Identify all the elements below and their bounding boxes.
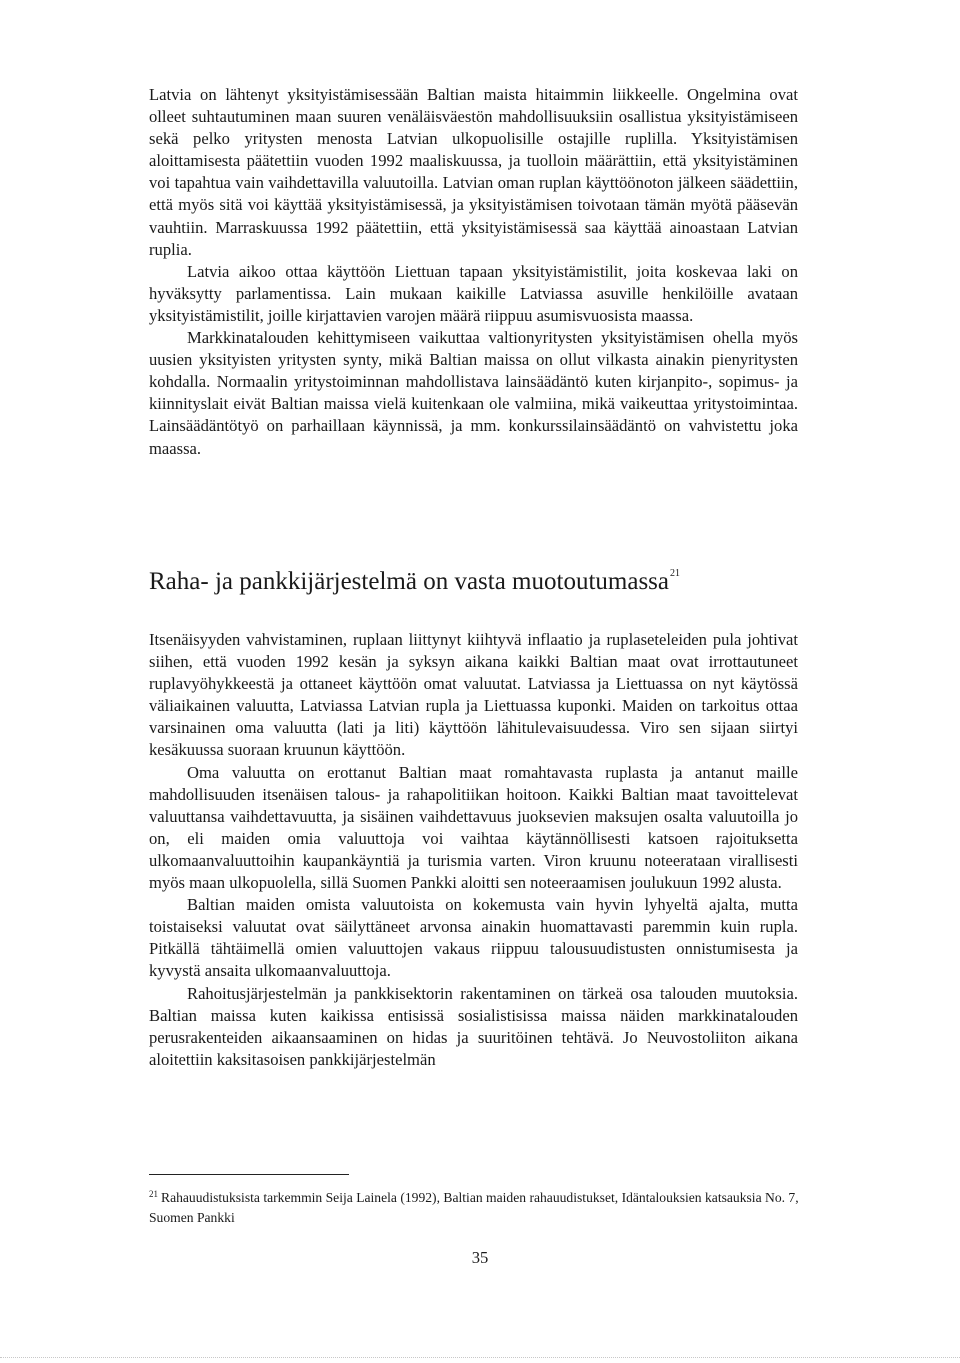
paragraph: Itsenäisyyden vahvistaminen, ruplaan liittynyt kiihtyvä inflaatio ja ruplaseteleiden pula johtivat siihen, että vuoden 1992 kesän ja syksyn aikana kaikki Baltian maat ovat irrottautuneet ruplavyöhykkeestä ja ottaneet käyttöön omat valuutat. Latviassa ja Liettuassa on nyt käytössä väliaikainen valuutta, Latviassa Latvian rupla ja Liettuassa kuponki. Maiden on tarkoitus ottaa varsinainen oma valuutta (lati ja liti) käyttöön lähitulevaisuudessa. Viro sen sijaan siirtyi kesäkuussa suoraan kruunun käyttöön.: [149, 630, 798, 760]
section-text-block: [149, 629, 798, 1071]
paragraph: Latvia on lähtenyt yksityistämisessään Baltian maista hitaimmin liikkeelle. Ongelmina ovat olleet suhtautuminen maan suuren venäläisväestön mahdollisuuksiin osallistua yksityistämiseen sekä pelko yritysten menosta Latvian ulkopuolisille ostajille ruplilla. Yksityistämisen aloittamisesta päätettiin vuoden 1992 maaliskuussa, ja tuolloin määrättiin, että yksityistäminen voi tapahtua vain vaihdettavilla valuutoilla. Latvian oman ruplan käyttöönoton jälkeen säädettiin, että myös sitä voi käyttää yksityistämisessä, ja yksityistämisen toivotaan tämän myötä pääsevän vauhtiin. Marraskuussa 1992 päätettiin, että yksityistämisessä saa käyttää ainoastaan Latvian ruplia.: [149, 85, 798, 259]
page-number: 35: [471, 1248, 489, 1267]
footnote-number: 21: [149, 1189, 158, 1199]
paragraph: Latvia aikoo ottaa käyttöön Liettuan tapaan yksityistämistilit, joita koskevaa laki on hyväksytty parlamentissa. Lain mukaan kaikille Latviassa asuville henkilöille avataan yksityistämistilit, joille kirjattavien varojen määrä riippuu asumisvuosista maassa.: [149, 261, 798, 325]
footnote-divider: [149, 1174, 349, 1175]
section-heading: [149, 559, 680, 597]
footnote-reference[interactable]: 21: [670, 568, 680, 579]
scan-artifact-line: [0, 1357, 960, 1358]
section-heading-title: Raha- ja pankkijärjestelmä on vasta muotoutumassa: [149, 568, 669, 595]
paragraph: Baltian maiden omista valuutoista on kokemusta vain hyvin lyhyeltä ajalta, mutta toistaiseksi valuutat ovat säilyttäneet arvonsa ainakin huomattavasti paremmin kuin rupla. Pitkällä tähtäimellä omien valuuttojen vakaus riippuu talousuudistusten onnistumisesta ja kyvystä ansaita ulkomaanvaluuttoja.: [149, 895, 798, 981]
footnote-text: Rahauudistuksista tarkemmin Seija Lainela (1992), Baltian maiden rahauudistukset, Idäntalouksien katsauksia No. 7, Suomen Pankki: [149, 1190, 799, 1225]
paragraph: Rahoitusjärjestelmän ja pankkisektorin rakentaminen on tärkeä osa talouden muutoksia. Baltian maissa kuten kaikissa entisissä sosialistisissa maissa näiden markkinatalouden perusrakenteiden aikaansaaminen on hidas ja suuritöinen tehtävä. Jo Neuvostoliiton aikana aloitettiin kaksitasoisen pankkijärjestelmän: [149, 983, 798, 1069]
footnote: [149, 1184, 799, 1228]
paragraph: Markkinatalouden kehittymiseen vaikuttaa valtionyritysten yksityistämisen ohella myös uusien yksityisten yritysten synty, mikä Baltian maissa on ollut vilkasta ainakin pienyritysten kohdalla. Normaalin yritystoiminnan mahdollistava lainsäädäntö kuten kirjanpito-, sopimus- ja kiinnityslait eivät Baltian maissa vielä kuitenkaan ole valmiina, mikä vaikeuttaa yritystoimintaa. Lainsäädäntötyö on parhaillaan käynnissä, ja mm. konkurssilainsäädäntö on vahvistettu joka maassa.: [149, 328, 798, 458]
intro-text-block: [149, 84, 798, 460]
paragraph: Oma valuutta on erottanut Baltian maat romahtavasta ruplasta ja antanut maille mahdollisuuden itsenäisen talous- ja rahapolitiikan hoitoon. Kaikki Baltian maat tavoittelevat valuuttansa vaihdettavuutta, ja sisäinen vaihdettavuus juoksevien maksujen osalta valuutoilla jo on, eli maiden omia valuuttoja voi vaihtaa käytännöllisesti katsoen rajoituksetta ulkomaanvaluuttoihin kaupankäyntiä ja turismia varten. Viron kruunu noteerataan virallisesti myös maan ulkopuolella, sillä Suomen Pankki aloitti sen noteeraamisen joulukuun 1992 alusta.: [149, 762, 798, 893]
